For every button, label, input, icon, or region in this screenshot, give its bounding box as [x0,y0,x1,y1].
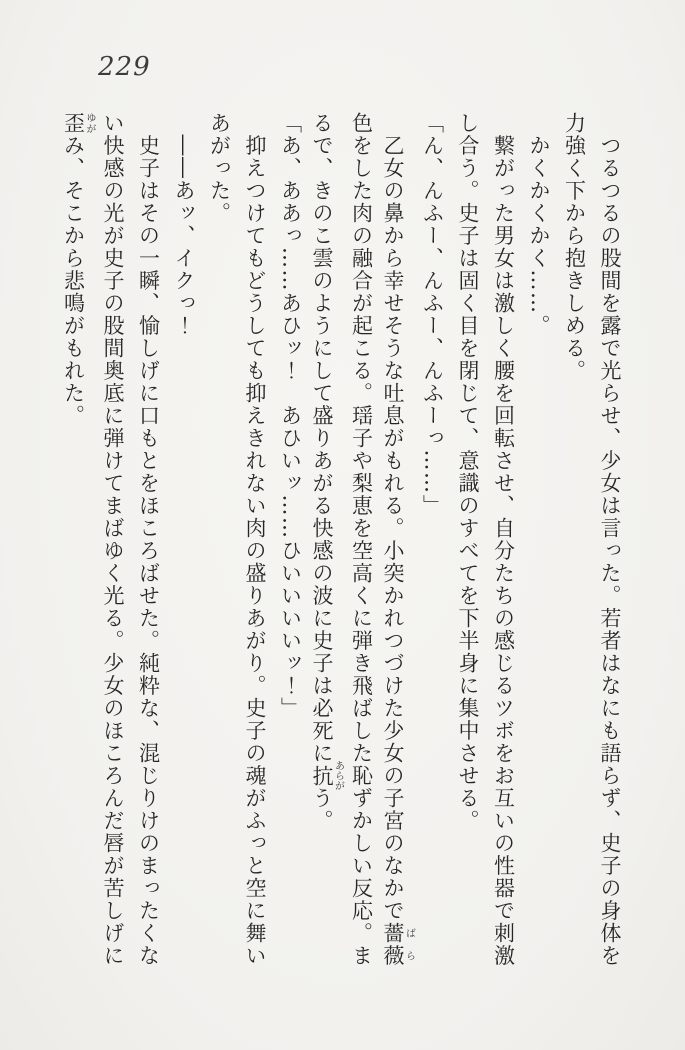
text-column-9: るで、きのこ雲のようにして盛りあがる快感の波に史子は必死に抗あらがう。 [310,112,344,832]
text-column-14: 史子はその一瞬、愉しげに口もとをほころばせた。純粋な、混じりけのまったくな [136,112,161,967]
text-column-3: かくかくかく……。 [527,112,551,337]
page-number: 229 [98,52,151,82]
text-column-13: ――あッ、イクっ！ [172,112,196,337]
ruby-annotated-word: 薔薇ばら [381,922,415,967]
text-column-8: 色をした肉の融合が起こる。瑶子や梨恵を空高くに弾き飛ばした恥ずかしい反応。ま [349,112,374,967]
text-column-4: 繋がった男女は激しく腰を回転させ、自分たちの感じるツボをお互いの性器で刺激 [491,112,516,967]
text-column-15: い快感の光が史子の股間奥底に弾けてまばゆく光る。少女のほころんだ唇が苦しげに [101,112,125,967]
ruby-annotated-word: 抗あらが [310,760,344,791]
text-column-2: 力強く下から抱きしめる。 [562,112,587,382]
ruby-annotated-word: 歪ゆが [61,112,95,135]
text-column-1: つるつるの股間を露で光らせ、少女は言った。若者はなにも語らず、史子の身体を [598,112,622,967]
text-column-16: 歪ゆがみ、そこから悲鳴がもれた。 [61,112,95,427]
text-columns [59,112,627,994]
text-column-6: 「ん、んふー、んふー、んふーっ……」 [420,112,445,517]
text-column-5: し合う。史子は固く目を閉じて、意識のすべてを下半身に集中させる。 [456,112,480,832]
text-column-7: 乙女の鼻から幸せそうな吐息がもれる。小突かれつづけた少女の子宮のなかで薔薇ばら [381,112,415,967]
text-column-10: 「あ、ああっ……あひッ！ あひいッ……ひいいいいッ！」 [278,112,303,720]
text-column-11: 抑えつけてもどうしても抑えきれない肉の盛りあがり。史子の魂がふっと空に舞い [243,112,267,967]
text-column-12: あがった。 [207,112,232,225]
